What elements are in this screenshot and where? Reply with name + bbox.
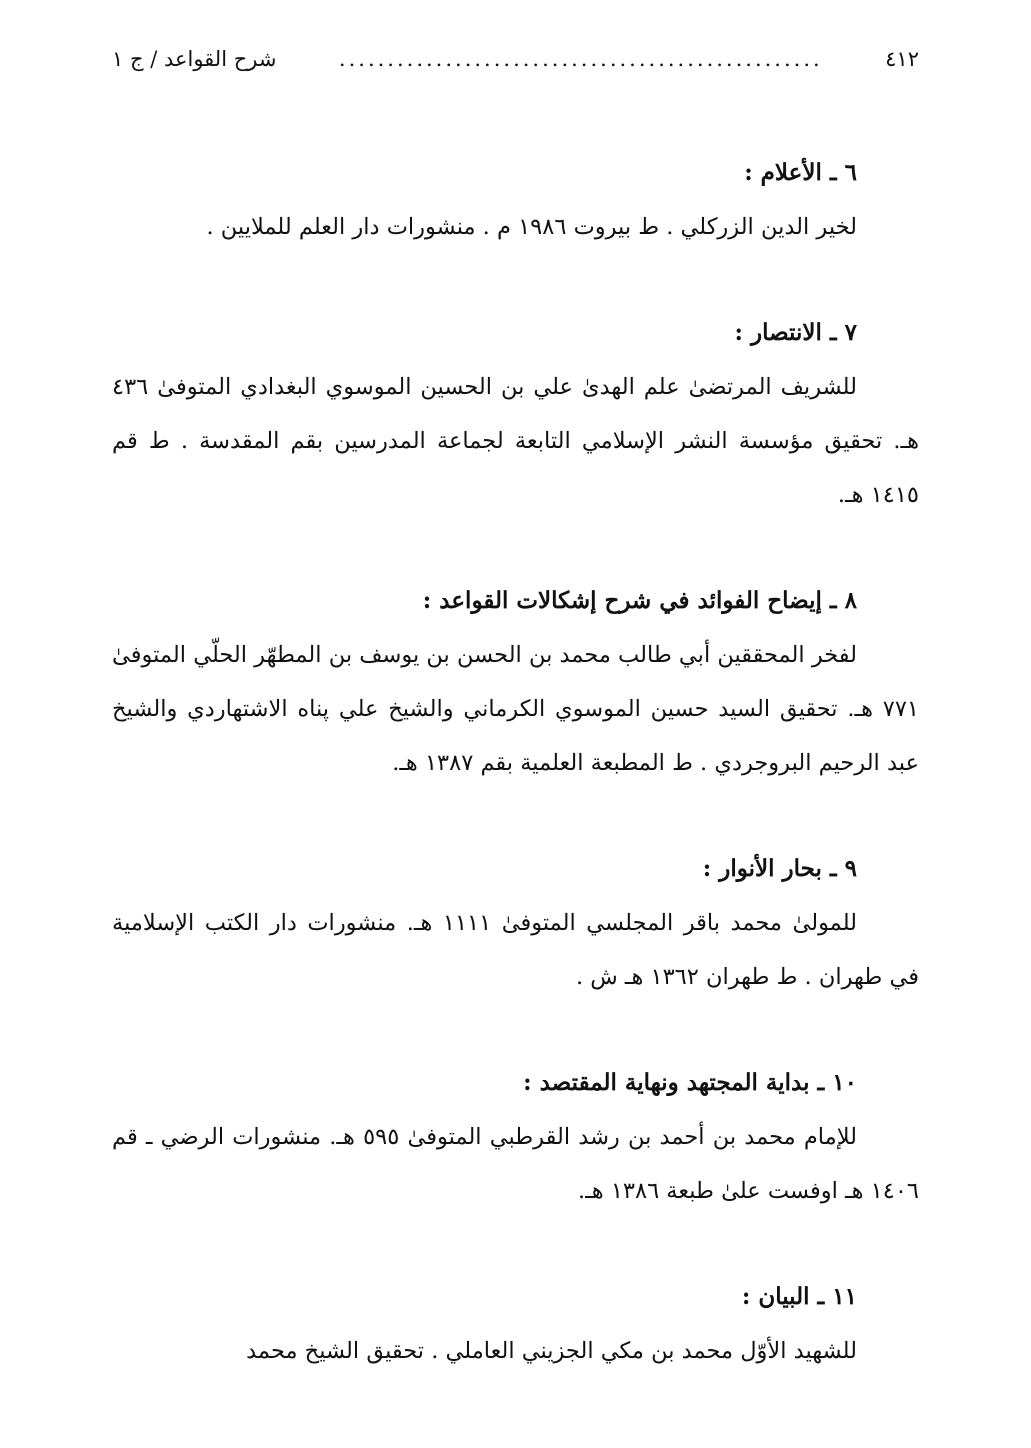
bibliography-entry	[112, 1056, 919, 1218]
entry-description: للشريف المرتضىٰ علم الهدىٰ علي بن الحسين الموسوي البغدادي المتوفىٰ ٤٣٦ هـ. تحقيق مؤسسة النشر الإسلامي التابعة لجماعة المدرسين بقم المقدسة . ط قم ١٤١٥ هـ.	[112, 374, 919, 508]
entry-description: للمولىٰ محمد باقر المجلسي المتوفىٰ ١١١١ هـ. منشورات دار الكتب الإسلامية في طهران . ط طهران ١٣٦٢ هـ ش .	[112, 910, 919, 990]
bibliography-entry	[112, 146, 919, 254]
page-number: ٤١٢	[885, 47, 919, 71]
bibliography-entry	[112, 842, 919, 1004]
entry-description: لفخر المحققين أبي طالب محمد بن الحسن بن يوسف بن المطهّر الحلّي المتوفىٰ ٧٧١ هـ. تحقيق السيد حسين الموسوي الكرماني والشيخ علي پناه الاشتهاردي والشيخ عبد الرحيم البروجردي . ط المطبعة العلمية بقم ١٣٨٧ هـ.	[112, 642, 919, 776]
running-header	[112, 42, 919, 76]
bibliography-entry	[112, 574, 919, 790]
entry-title: ١٠ ـ بداية المجتهد ونهاية المقتصد :	[523, 1069, 857, 1096]
running-title: شرح القواعد / ج ١	[112, 47, 277, 71]
dotted-leader: ..................................................	[338, 47, 823, 71]
bibliography-list	[112, 146, 919, 1430]
entry-title: ٧ ـ الانتصار :	[734, 319, 857, 346]
entry-title: ٩ ـ بحار الأنوار :	[702, 855, 857, 882]
bibliography-entry	[112, 306, 919, 522]
entry-description: لخير الدين الزركلي . ط بيروت ١٩٨٦ م . منشورات دار العلم للملايين .	[206, 214, 857, 240]
entry-title: ١١ ـ البيان :	[741, 1283, 857, 1310]
entry-title: ٦ ـ الأعلام :	[744, 159, 857, 186]
bibliography-entry	[112, 1270, 919, 1378]
entry-description: للشهيد الأوّل محمد بن مكي الجزيني العاملي . تحقيق الشيخ محمد	[246, 1338, 857, 1364]
entry-description: للإمام محمد بن أحمد بن رشد القرطبي المتوفىٰ ٥٩٥ هـ. منشورات الرضي ـ قم ١٤٠٦ هـ اوفست علىٰ طبعة ١٣٨٦ هـ.	[112, 1124, 919, 1204]
entry-title: ٨ ـ إيضاح الفوائد في شرح إشكالات القواعد :	[422, 587, 857, 614]
